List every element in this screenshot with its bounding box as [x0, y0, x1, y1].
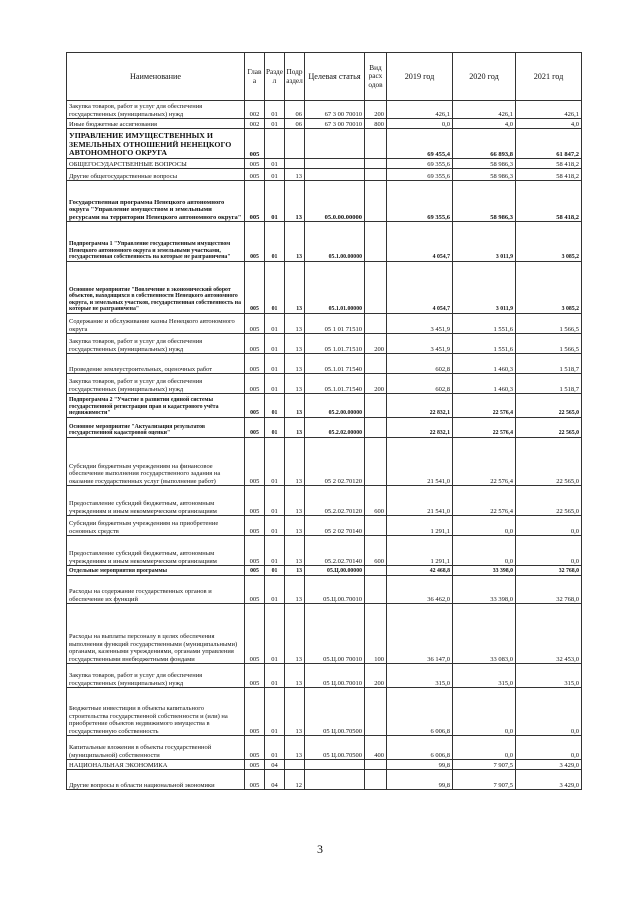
row-subsection: 13: [285, 566, 305, 576]
row-name: Отдельные мероприятия программы: [67, 566, 245, 576]
row-subsection: 13: [285, 222, 305, 262]
row-value-2019: 6 006,8: [387, 688, 453, 736]
table-row: [67, 760, 582, 770]
row-section: 01: [265, 159, 285, 169]
row-value-2021: 0,0: [516, 536, 582, 566]
row-name: Государственная программа Ненецкого автономного округа "Управление имуществом и земельными ресурсами на территории Ненецкого автономного округа": [67, 181, 245, 222]
row-name: Закупка товаров, работ и услуг для обеспечения государственных (муниципальных) нужд: [67, 664, 245, 688]
row-target: 05.1.01.00000: [305, 262, 365, 314]
row-chapter: 005: [245, 486, 265, 516]
row-target: 05.2.02.00000: [305, 418, 365, 438]
row-value-2019: 1 291,1: [387, 516, 453, 536]
row-subsection: 13: [285, 486, 305, 516]
row-target: [305, 760, 365, 770]
row-target: [305, 129, 365, 159]
table-row: [67, 438, 582, 486]
row-value-2019: 69 455,4: [387, 129, 453, 159]
row-name: Содержание и обслуживание казны Ненецкого автономного округа: [67, 314, 245, 334]
table-row: [67, 770, 582, 790]
row-value-2019: 99,8: [387, 760, 453, 770]
row-value-2020: 33 398,0: [453, 566, 516, 576]
header-2019: 2019 год: [387, 53, 453, 101]
row-value-2020: 66 893,8: [453, 129, 516, 159]
table-row: [67, 566, 582, 576]
row-chapter: 005: [245, 536, 265, 566]
table-row: [67, 536, 582, 566]
table-row: [67, 576, 582, 604]
row-section: 01: [265, 222, 285, 262]
row-name: Субсидии бюджетным учреждениям на финансовое обеспечение выполнения государственного задания на оказание государственных услуг (выполнение работ): [67, 438, 245, 486]
row-target: 05.1.01.71540: [305, 374, 365, 394]
row-name: ОБЩЕГОСУДАРСТВЕННЫЕ ВОПРОСЫ: [67, 159, 245, 169]
row-section: 01: [265, 688, 285, 736]
row-value-2020: 58 986,3: [453, 159, 516, 169]
row-value-2020: 1 551,6: [453, 314, 516, 334]
header-2021: 2021 год: [516, 53, 582, 101]
row-section: 01: [265, 418, 285, 438]
row-value-2021: 32 453,0: [516, 604, 582, 664]
header-exp-type: Вид расх одов: [365, 53, 387, 101]
row-chapter: 005: [245, 516, 265, 536]
row-subsection: 13: [285, 418, 305, 438]
row-value-2019: 99,8: [387, 770, 453, 790]
row-subsection: [285, 159, 305, 169]
row-target: 67 3 00 70010: [305, 119, 365, 129]
row-value-2019: 36 462,0: [387, 576, 453, 604]
row-value-2021: 3 085,2: [516, 222, 582, 262]
row-exp-type: [365, 418, 387, 438]
row-section: [265, 129, 285, 159]
row-section: 04: [265, 770, 285, 790]
row-subsection: 13: [285, 664, 305, 688]
row-subsection: 13: [285, 394, 305, 418]
row-chapter: 005: [245, 566, 265, 576]
row-value-2019: 4 054,7: [387, 222, 453, 262]
row-name: Иные бюджетные ассигнования: [67, 119, 245, 129]
row-name: Предоставление субсидий бюджетным, автономным учреждениям и иным некоммерческим организациям: [67, 486, 245, 516]
row-value-2020: 0,0: [453, 536, 516, 566]
row-value-2020: 58 986,3: [453, 169, 516, 181]
header-2020: 2020 год: [453, 53, 516, 101]
row-exp-type: 600: [365, 486, 387, 516]
row-target: 05.2.02.70120: [305, 486, 365, 516]
row-value-2019: 602,8: [387, 374, 453, 394]
row-value-2021: 4,0: [516, 119, 582, 129]
table-row: [67, 159, 582, 169]
row-target: 05.2.00.00000: [305, 394, 365, 418]
row-value-2020: 22 576,4: [453, 394, 516, 418]
row-exp-type: 800: [365, 119, 387, 129]
row-chapter: 005: [245, 222, 265, 262]
row-exp-type: [365, 181, 387, 222]
row-section: 01: [265, 354, 285, 374]
row-section: 01: [265, 604, 285, 664]
row-exp-type: [365, 354, 387, 374]
row-exp-type: [365, 516, 387, 536]
row-name: Расходы на выплаты персоналу в целях обеспечения выполнения функций государственными (муниципальными) органами, казенными учреждениями, органами управления государственными внебюджетными фондами: [67, 604, 245, 664]
row-subsection: 13: [285, 262, 305, 314]
row-name: НАЦИОНАЛЬНАЯ ЭКОНОМИКА: [67, 760, 245, 770]
row-target: [305, 159, 365, 169]
row-subsection: 13: [285, 604, 305, 664]
row-value-2019: 36 147,0: [387, 604, 453, 664]
row-value-2021: 0,0: [516, 688, 582, 736]
row-value-2019: 0,0: [387, 119, 453, 129]
row-chapter: 005: [245, 374, 265, 394]
row-value-2020: 7 907,5: [453, 760, 516, 770]
row-target: 05 2 02 70140: [305, 516, 365, 536]
row-value-2020: 22 576,4: [453, 438, 516, 486]
row-name: Предоставление субсидий бюджетным, автономным учреждениям и иным некоммерческим организациям: [67, 536, 245, 566]
row-value-2020: 0,0: [453, 736, 516, 760]
row-exp-type: [365, 262, 387, 314]
row-exp-type: [365, 576, 387, 604]
row-value-2019: 3 451,9: [387, 334, 453, 354]
row-value-2020: 4,0: [453, 119, 516, 129]
row-chapter: 005: [245, 394, 265, 418]
row-value-2020: 1 460,3: [453, 354, 516, 374]
row-value-2019: 1 291,1: [387, 536, 453, 566]
row-value-2019: 21 541,0: [387, 438, 453, 486]
row-exp-type: 600: [365, 536, 387, 566]
row-name: Закупка товаров, работ и услуг для обеспечения государственных (муниципальных) нужд: [67, 334, 245, 354]
table-row: [67, 516, 582, 536]
table-row: [67, 418, 582, 438]
row-chapter: 002: [245, 101, 265, 119]
row-chapter: 005: [245, 314, 265, 334]
table-row: [67, 169, 582, 181]
row-exp-type: 400: [365, 736, 387, 760]
row-subsection: 13: [285, 688, 305, 736]
row-value-2021: 58 418,2: [516, 181, 582, 222]
row-value-2020: 22 576,4: [453, 418, 516, 438]
table-row: [67, 688, 582, 736]
table-row: [67, 486, 582, 516]
row-chapter: 005: [245, 354, 265, 374]
row-section: 01: [265, 334, 285, 354]
row-name: Закупка товаров, работ и услуг для обеспечения государственных (муниципальных) нужд: [67, 101, 245, 119]
row-section: 01: [265, 374, 285, 394]
row-name: Подпрограмма 1 "Управление государственным имуществом Ненецкого автономного округа и земельными участками, государственная собственность на которые не разграничена": [67, 222, 245, 262]
row-value-2021: 426,1: [516, 101, 582, 119]
row-section: 01: [265, 516, 285, 536]
row-target: 05.0.00.00000: [305, 181, 365, 222]
row-subsection: [285, 129, 305, 159]
table-body: [67, 101, 582, 790]
row-value-2019: 22 832,1: [387, 394, 453, 418]
row-subsection: 13: [285, 516, 305, 536]
table-row: [67, 314, 582, 334]
row-value-2021: 22 565,0: [516, 438, 582, 486]
row-target: 05.Ц.00.00000: [305, 566, 365, 576]
row-value-2020: 315,0: [453, 664, 516, 688]
header-target: Целевая статья: [305, 53, 365, 101]
row-subsection: 13: [285, 354, 305, 374]
row-value-2021: 22 565,0: [516, 418, 582, 438]
row-value-2020: 22 576,4: [453, 486, 516, 516]
table-header: [67, 53, 582, 101]
row-section: 01: [265, 736, 285, 760]
row-value-2021: 1 518,7: [516, 374, 582, 394]
row-subsection: 13: [285, 334, 305, 354]
row-exp-type: [365, 688, 387, 736]
row-subsection: 13: [285, 181, 305, 222]
row-target: 05 Ц.00.70500: [305, 736, 365, 760]
row-exp-type: [365, 222, 387, 262]
row-exp-type: [365, 394, 387, 418]
table-row: [67, 334, 582, 354]
row-name: Проведение землеустроительных, оценочных работ: [67, 354, 245, 374]
budget-table: [66, 52, 582, 790]
row-subsection: 06: [285, 119, 305, 129]
row-target: 05.Ц.00.70010: [305, 576, 365, 604]
row-section: 04: [265, 760, 285, 770]
row-value-2020: 0,0: [453, 688, 516, 736]
row-value-2020: 33 398,0: [453, 576, 516, 604]
row-value-2019: 69 355,6: [387, 159, 453, 169]
row-section: 01: [265, 438, 285, 486]
row-chapter: 005: [245, 736, 265, 760]
row-section: 01: [265, 101, 285, 119]
row-exp-type: [365, 438, 387, 486]
row-target: 05 1.01.71510: [305, 334, 365, 354]
row-target: 67 3 00 70010: [305, 101, 365, 119]
row-value-2021: 32 768,0: [516, 566, 582, 576]
header-section: Разде л: [265, 53, 285, 101]
row-subsection: 13: [285, 314, 305, 334]
row-value-2019: 426,1: [387, 101, 453, 119]
row-subsection: 13: [285, 169, 305, 181]
row-target: 05.1.00.00000: [305, 222, 365, 262]
row-chapter: 005: [245, 262, 265, 314]
row-target: 05 1 01 71510: [305, 314, 365, 334]
row-value-2020: 3 011,9: [453, 262, 516, 314]
row-value-2021: 61 847,2: [516, 129, 582, 159]
header-subsection: Подр аздел: [285, 53, 305, 101]
row-section: 01: [265, 181, 285, 222]
row-chapter: 005: [245, 604, 265, 664]
row-exp-type: 200: [365, 374, 387, 394]
row-chapter: 005: [245, 760, 265, 770]
row-section: 01: [265, 486, 285, 516]
row-value-2020: 1 460,3: [453, 374, 516, 394]
row-target: 05 Ц.00.70500: [305, 688, 365, 736]
row-chapter: 005: [245, 169, 265, 181]
row-subsection: 13: [285, 438, 305, 486]
table-row: [67, 262, 582, 314]
row-value-2021: 1 518,7: [516, 354, 582, 374]
row-exp-type: [365, 566, 387, 576]
row-value-2021: 22 565,0: [516, 394, 582, 418]
row-value-2020: 1 551,6: [453, 334, 516, 354]
row-target: 05.1.01 71540: [305, 354, 365, 374]
row-name: Подпрограмма 2 "Участие в развитии единой системы государственной регистрации прав и кадастрового учёта недвижимости": [67, 394, 245, 418]
row-value-2019: 22 832,1: [387, 418, 453, 438]
row-value-2019: 6 006,8: [387, 736, 453, 760]
row-section: 01: [265, 314, 285, 334]
row-value-2019: 69 355,6: [387, 181, 453, 222]
row-chapter: 005: [245, 438, 265, 486]
row-value-2020: 3 011,9: [453, 222, 516, 262]
row-value-2021: 22 565,0: [516, 486, 582, 516]
row-name: УПРАВЛЕНИЕ ИМУЩЕСТВЕННЫХ И ЗЕМЕЛЬНЫХ ОТНОШЕНИЙ НЕНЕЦКОГО АВТОНОМНОГО ОКРУГА: [67, 129, 245, 159]
row-section: 01: [265, 119, 285, 129]
row-chapter: 002: [245, 119, 265, 129]
row-exp-type: 100: [365, 604, 387, 664]
row-value-2019: 602,8: [387, 354, 453, 374]
row-section: 01: [265, 394, 285, 418]
row-value-2021: 58 418,2: [516, 159, 582, 169]
row-chapter: 005: [245, 688, 265, 736]
row-section: 01: [265, 169, 285, 181]
row-name: Основное мероприятие "Вовлечение в экономический оборот объектов, находящихся в собственности Ненецкого автономного округа, и земельных участков, государственная собственность на которые не разграничена": [67, 262, 245, 314]
row-value-2020: 58 986,3: [453, 181, 516, 222]
row-subsection: 13: [285, 536, 305, 566]
row-value-2021: 3 429,0: [516, 770, 582, 790]
row-value-2021: 315,0: [516, 664, 582, 688]
row-value-2021: 3 429,0: [516, 760, 582, 770]
row-value-2020: 0,0: [453, 516, 516, 536]
row-chapter: 005: [245, 418, 265, 438]
row-section: 01: [265, 576, 285, 604]
row-subsection: 06: [285, 101, 305, 119]
row-value-2020: 7 907,5: [453, 770, 516, 790]
row-exp-type: [365, 770, 387, 790]
row-exp-type: [365, 169, 387, 181]
table-row: [67, 101, 582, 119]
row-target: 05 Ц.00.70010: [305, 664, 365, 688]
row-chapter: 005: [245, 576, 265, 604]
row-value-2021: 1 566,5: [516, 334, 582, 354]
row-chapter: 005: [245, 181, 265, 222]
table-row: [67, 374, 582, 394]
row-subsection: 12: [285, 770, 305, 790]
row-name: Другие вопросы в области национальной экономики: [67, 770, 245, 790]
table-row: [67, 604, 582, 664]
table-row: [67, 181, 582, 222]
row-exp-type: [365, 159, 387, 169]
row-chapter: 005: [245, 334, 265, 354]
row-name: Другие общегосударственные вопросы: [67, 169, 245, 181]
row-value-2019: 3 451,9: [387, 314, 453, 334]
row-target: 05.Ц.00 70010: [305, 604, 365, 664]
row-section: 01: [265, 262, 285, 314]
row-subsection: [285, 760, 305, 770]
row-exp-type: 200: [365, 664, 387, 688]
row-value-2019: 4 054,7: [387, 262, 453, 314]
row-name: Закупка товаров, работ и услуг для обеспечения государственных (муниципальных) нужд: [67, 374, 245, 394]
row-section: 01: [265, 536, 285, 566]
row-chapter: 005: [245, 159, 265, 169]
table-row: [67, 736, 582, 760]
row-exp-type: 200: [365, 334, 387, 354]
row-exp-type: 200: [365, 101, 387, 119]
row-name: Основное мероприятие "Актуализация результатов государственной кадастровой оценки": [67, 418, 245, 438]
row-value-2019: 69 355,6: [387, 169, 453, 181]
row-chapter: 005: [245, 129, 265, 159]
row-value-2021: 1 566,5: [516, 314, 582, 334]
row-value-2021: 0,0: [516, 736, 582, 760]
row-value-2021: 58 418,2: [516, 169, 582, 181]
row-target: 05 2 02.70120: [305, 438, 365, 486]
row-subsection: 13: [285, 576, 305, 604]
row-exp-type: [365, 760, 387, 770]
row-value-2021: 32 768,0: [516, 576, 582, 604]
row-value-2021: 0,0: [516, 516, 582, 536]
row-subsection: 13: [285, 374, 305, 394]
row-value-2019: 315,0: [387, 664, 453, 688]
header-name: Наименование: [67, 53, 245, 101]
table-row: [67, 119, 582, 129]
row-target: 05.2.02.70140: [305, 536, 365, 566]
row-name: Капитальные вложения в объекты государственной (муниципальной) собственности: [67, 736, 245, 760]
header-chapter: Глав а: [245, 53, 265, 101]
page-number: 3: [317, 842, 323, 856]
row-exp-type: [365, 129, 387, 159]
row-chapter: 005: [245, 770, 265, 790]
row-value-2019: 42 468,8: [387, 566, 453, 576]
row-value-2020: 33 083,0: [453, 604, 516, 664]
table-row: [67, 664, 582, 688]
table-row: [67, 222, 582, 262]
row-section: 01: [265, 664, 285, 688]
row-target: [305, 770, 365, 790]
row-value-2021: 3 085,2: [516, 262, 582, 314]
row-name: Расходы на содержание государственных органов и обеспечение их функций: [67, 576, 245, 604]
row-chapter: 005: [245, 664, 265, 688]
row-value-2019: 21 541,0: [387, 486, 453, 516]
row-section: 01: [265, 566, 285, 576]
table-row: [67, 129, 582, 159]
row-name: Субсидии бюджетным учреждениям на приобретение основных средств: [67, 516, 245, 536]
table-row: [67, 394, 582, 418]
row-name: Бюджетные инвестиции в объекты капитального строительства государственной собственности и (или) на приобретение объектов недвижимого имущества в государственную собственность: [67, 688, 245, 736]
table-row: [67, 354, 582, 374]
row-target: [305, 169, 365, 181]
row-exp-type: [365, 314, 387, 334]
row-subsection: 13: [285, 736, 305, 760]
row-value-2020: 426,1: [453, 101, 516, 119]
